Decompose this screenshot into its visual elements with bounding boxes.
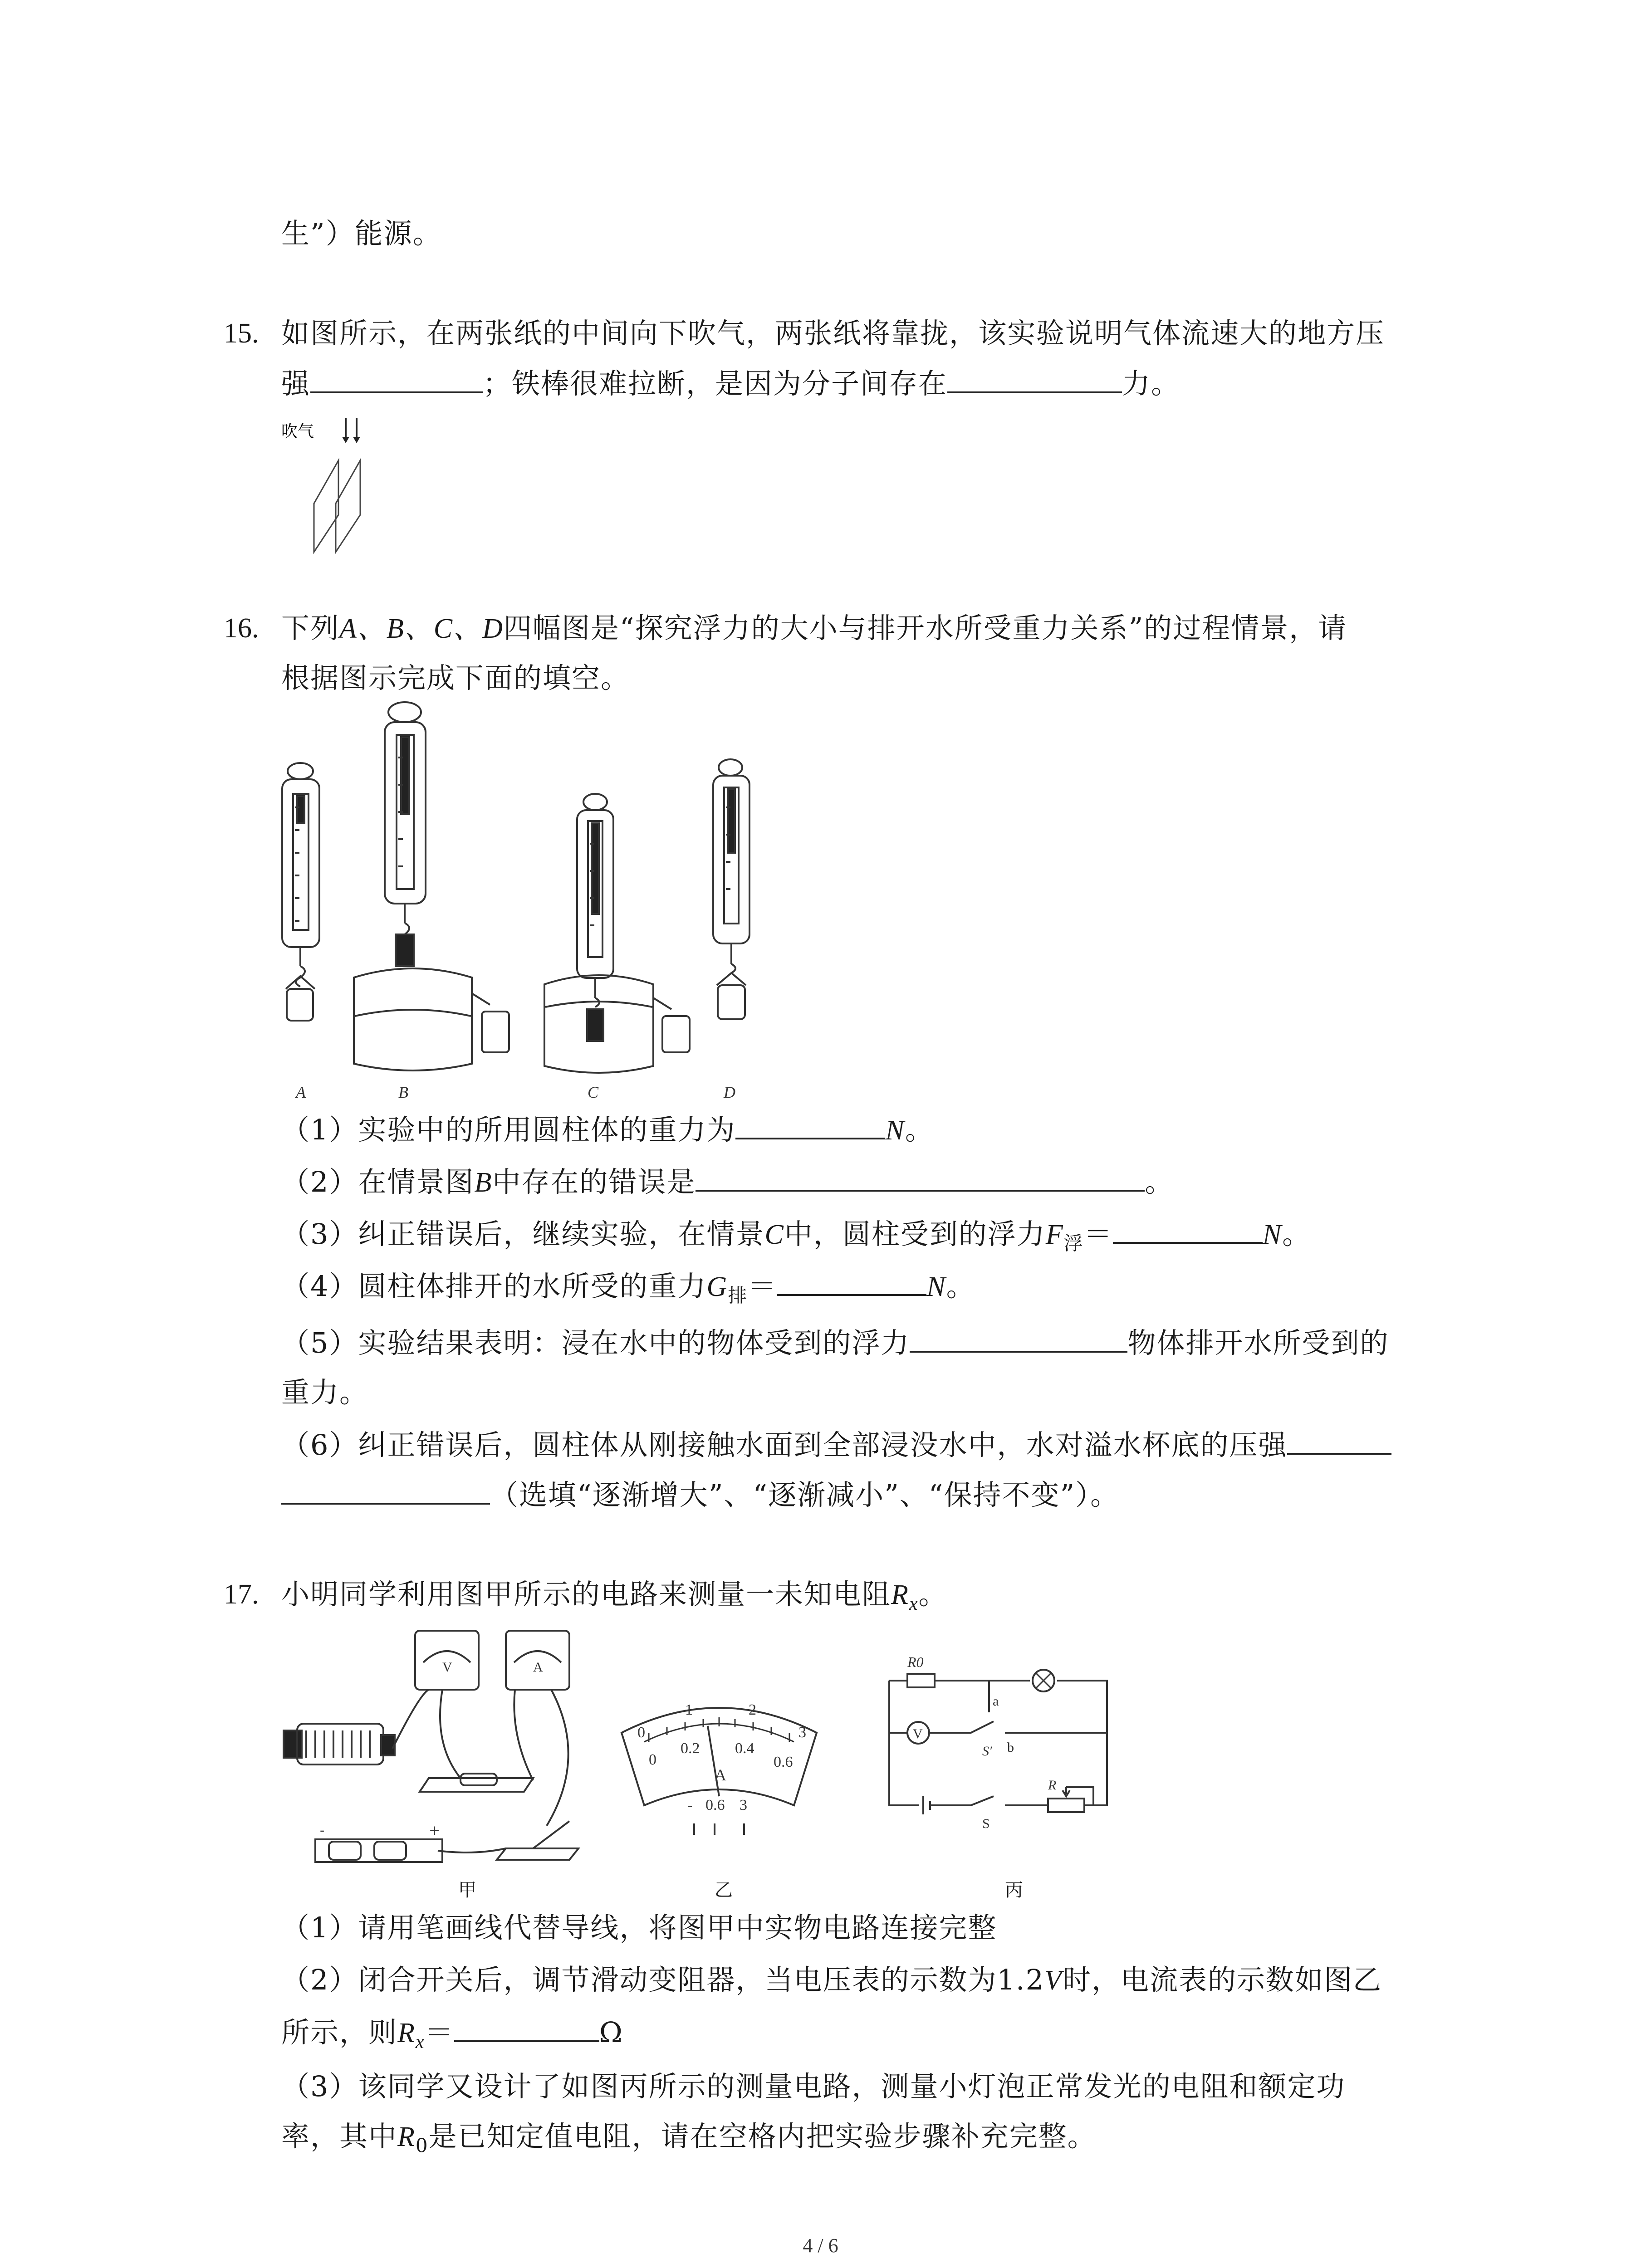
q16-part5: （5）实验结果表明：浸在水中的物体受到的浮力 物体排开水所受到的: [281, 1325, 1389, 1361]
page-number: 4 / 6: [803, 2234, 838, 2257]
ammeter-dial-figure: [612, 1687, 826, 1851]
physical-circuit-figure: [279, 1622, 606, 1876]
q17-part3-cont: 率，其中$R_0$是已知定值电阻，请在空格内把实验步骤补充完整。: [281, 2120, 1097, 2157]
scale-bottom-1: 0.2: [681, 1740, 700, 1757]
question-15-line2: 强 ；铁棒很难拉断，是因为分子间存在 力。: [281, 365, 1180, 402]
q17-part2: （2）闭合开关后，调节滑动变阻器，当电压表的示数为1.2V时，电流表的示数如图乙: [281, 1963, 1382, 1996]
caption-bing: 丙: [1005, 1880, 1023, 1901]
svg-text:+: +: [429, 1823, 441, 1838]
caption-yi: 乙: [715, 1880, 733, 1901]
q16-part6: （6）纠正错误后，圆柱体从刚接触水面到全部浸没水中，水对溢水杯底的压强: [281, 1427, 1391, 1463]
q17-part1: （1）请用笔画线代替导线，将图甲中实物电路连接完整: [281, 1911, 997, 1944]
answer-blank[interactable]: [310, 365, 483, 393]
svg-text:-: -: [320, 1823, 325, 1838]
answer-blank[interactable]: [1113, 1216, 1263, 1244]
terminal-0-6: 0.6: [705, 1797, 725, 1813]
caption-jia: 甲: [458, 1880, 476, 1901]
question-17-number: 17.: [224, 1579, 259, 1610]
answer-blank[interactable]: [696, 1163, 1145, 1192]
figure-label-c: C: [588, 1083, 599, 1101]
scale-top-2: 2: [749, 1701, 756, 1718]
q16-part3: （3）纠正错误后，继续实验，在情景C中，圆柱受到的浮力$F_浮= N$。: [281, 1216, 1311, 1261]
q16-part4: （4）圆柱体排开的水所受的重力$G_排= N$。: [281, 1268, 975, 1314]
terminal-minus: -: [687, 1797, 693, 1813]
circuit-diagram-figure: [876, 1633, 1130, 1833]
terminal-3: 3: [740, 1797, 747, 1813]
buoyancy-experiment-figure: [272, 699, 780, 1107]
spring-scale-d: [713, 759, 749, 1019]
question-15-number: 15.: [224, 318, 259, 349]
continuation-text: 生”）能源。: [281, 217, 442, 250]
answer-blank[interactable]: [947, 365, 1122, 393]
answer-blank[interactable]: [454, 2014, 599, 2042]
r0-label: R0: [907, 1654, 924, 1670]
figure-label-a: A: [296, 1083, 306, 1101]
answer-blank[interactable]: [777, 1268, 926, 1296]
voltmeter-label: V: [442, 1660, 452, 1675]
answer-blank[interactable]: [910, 1325, 1127, 1353]
switch-s-prime: S′: [982, 1744, 992, 1759]
q16-part2: （2）在情景图B中存在的错误是 。: [281, 1163, 1174, 1201]
q16-part5-cont: 重力。: [281, 1376, 369, 1409]
scale-top-1: 1: [685, 1701, 693, 1718]
question-15-line1: 如图所示，在两张纸的中间向下吹气，两张纸将靠拢，该实验说明气体流速大的地方压: [281, 317, 1385, 350]
voltmeter-symbol: V: [913, 1726, 923, 1741]
switch-s: S: [982, 1816, 990, 1831]
question-16-number: 16.: [224, 613, 259, 644]
rheostat-label: R: [1048, 1778, 1057, 1793]
blowing-paper-figure: [277, 411, 381, 556]
answer-blank[interactable]: [1287, 1427, 1391, 1455]
figure-label-b: B: [398, 1083, 408, 1101]
spring-scale-b: [354, 702, 509, 1070]
q16-part1: （1）实验中的所用圆柱体的重力为 N。: [281, 1111, 934, 1149]
scale-bottom-2: 0.4: [735, 1740, 754, 1757]
ammeter-label: A: [533, 1660, 543, 1675]
q17-part3: （3）该同学又设计了如图丙所示的测量电路，测量小灯泡正常发光的电阻和额定功: [281, 2070, 1346, 2103]
q17-part2-cont: 所示，则$R_x= \Omega$: [281, 2014, 623, 2060]
meter-unit: A: [715, 1766, 726, 1784]
scale-bottom-3: 0.6: [774, 1754, 793, 1770]
scale-bottom-0: 0: [649, 1751, 656, 1768]
question-16-line1: 下列A、B、C、D四幅图是“探究浮力的大小与排开水所受重力关系”的过程情景，请: [281, 611, 1347, 645]
answer-blank[interactable]: [735, 1111, 885, 1139]
figure-label-d: D: [724, 1083, 735, 1101]
q16-part6-cont: （选填“逐渐增大”、“逐渐减小”、“保持不变”）。: [281, 1476, 1119, 1513]
spring-scale-a: [282, 763, 319, 1021]
scale-top-3: 3: [798, 1724, 806, 1741]
spring-scale-c: [544, 794, 690, 1073]
scale-top-0: 0: [637, 1724, 645, 1741]
blow-label: 吹气: [281, 422, 314, 441]
answer-blank[interactable]: [281, 1476, 490, 1505]
question-16-line2: 根据图示完成下面的填空。: [281, 661, 630, 694]
terminal-b: b: [1007, 1740, 1014, 1755]
terminal-a: a: [993, 1694, 999, 1709]
question-17-line1: 小明同学利用图甲所示的电路来测量一未知电阻$R_x$。: [281, 1578, 948, 1615]
